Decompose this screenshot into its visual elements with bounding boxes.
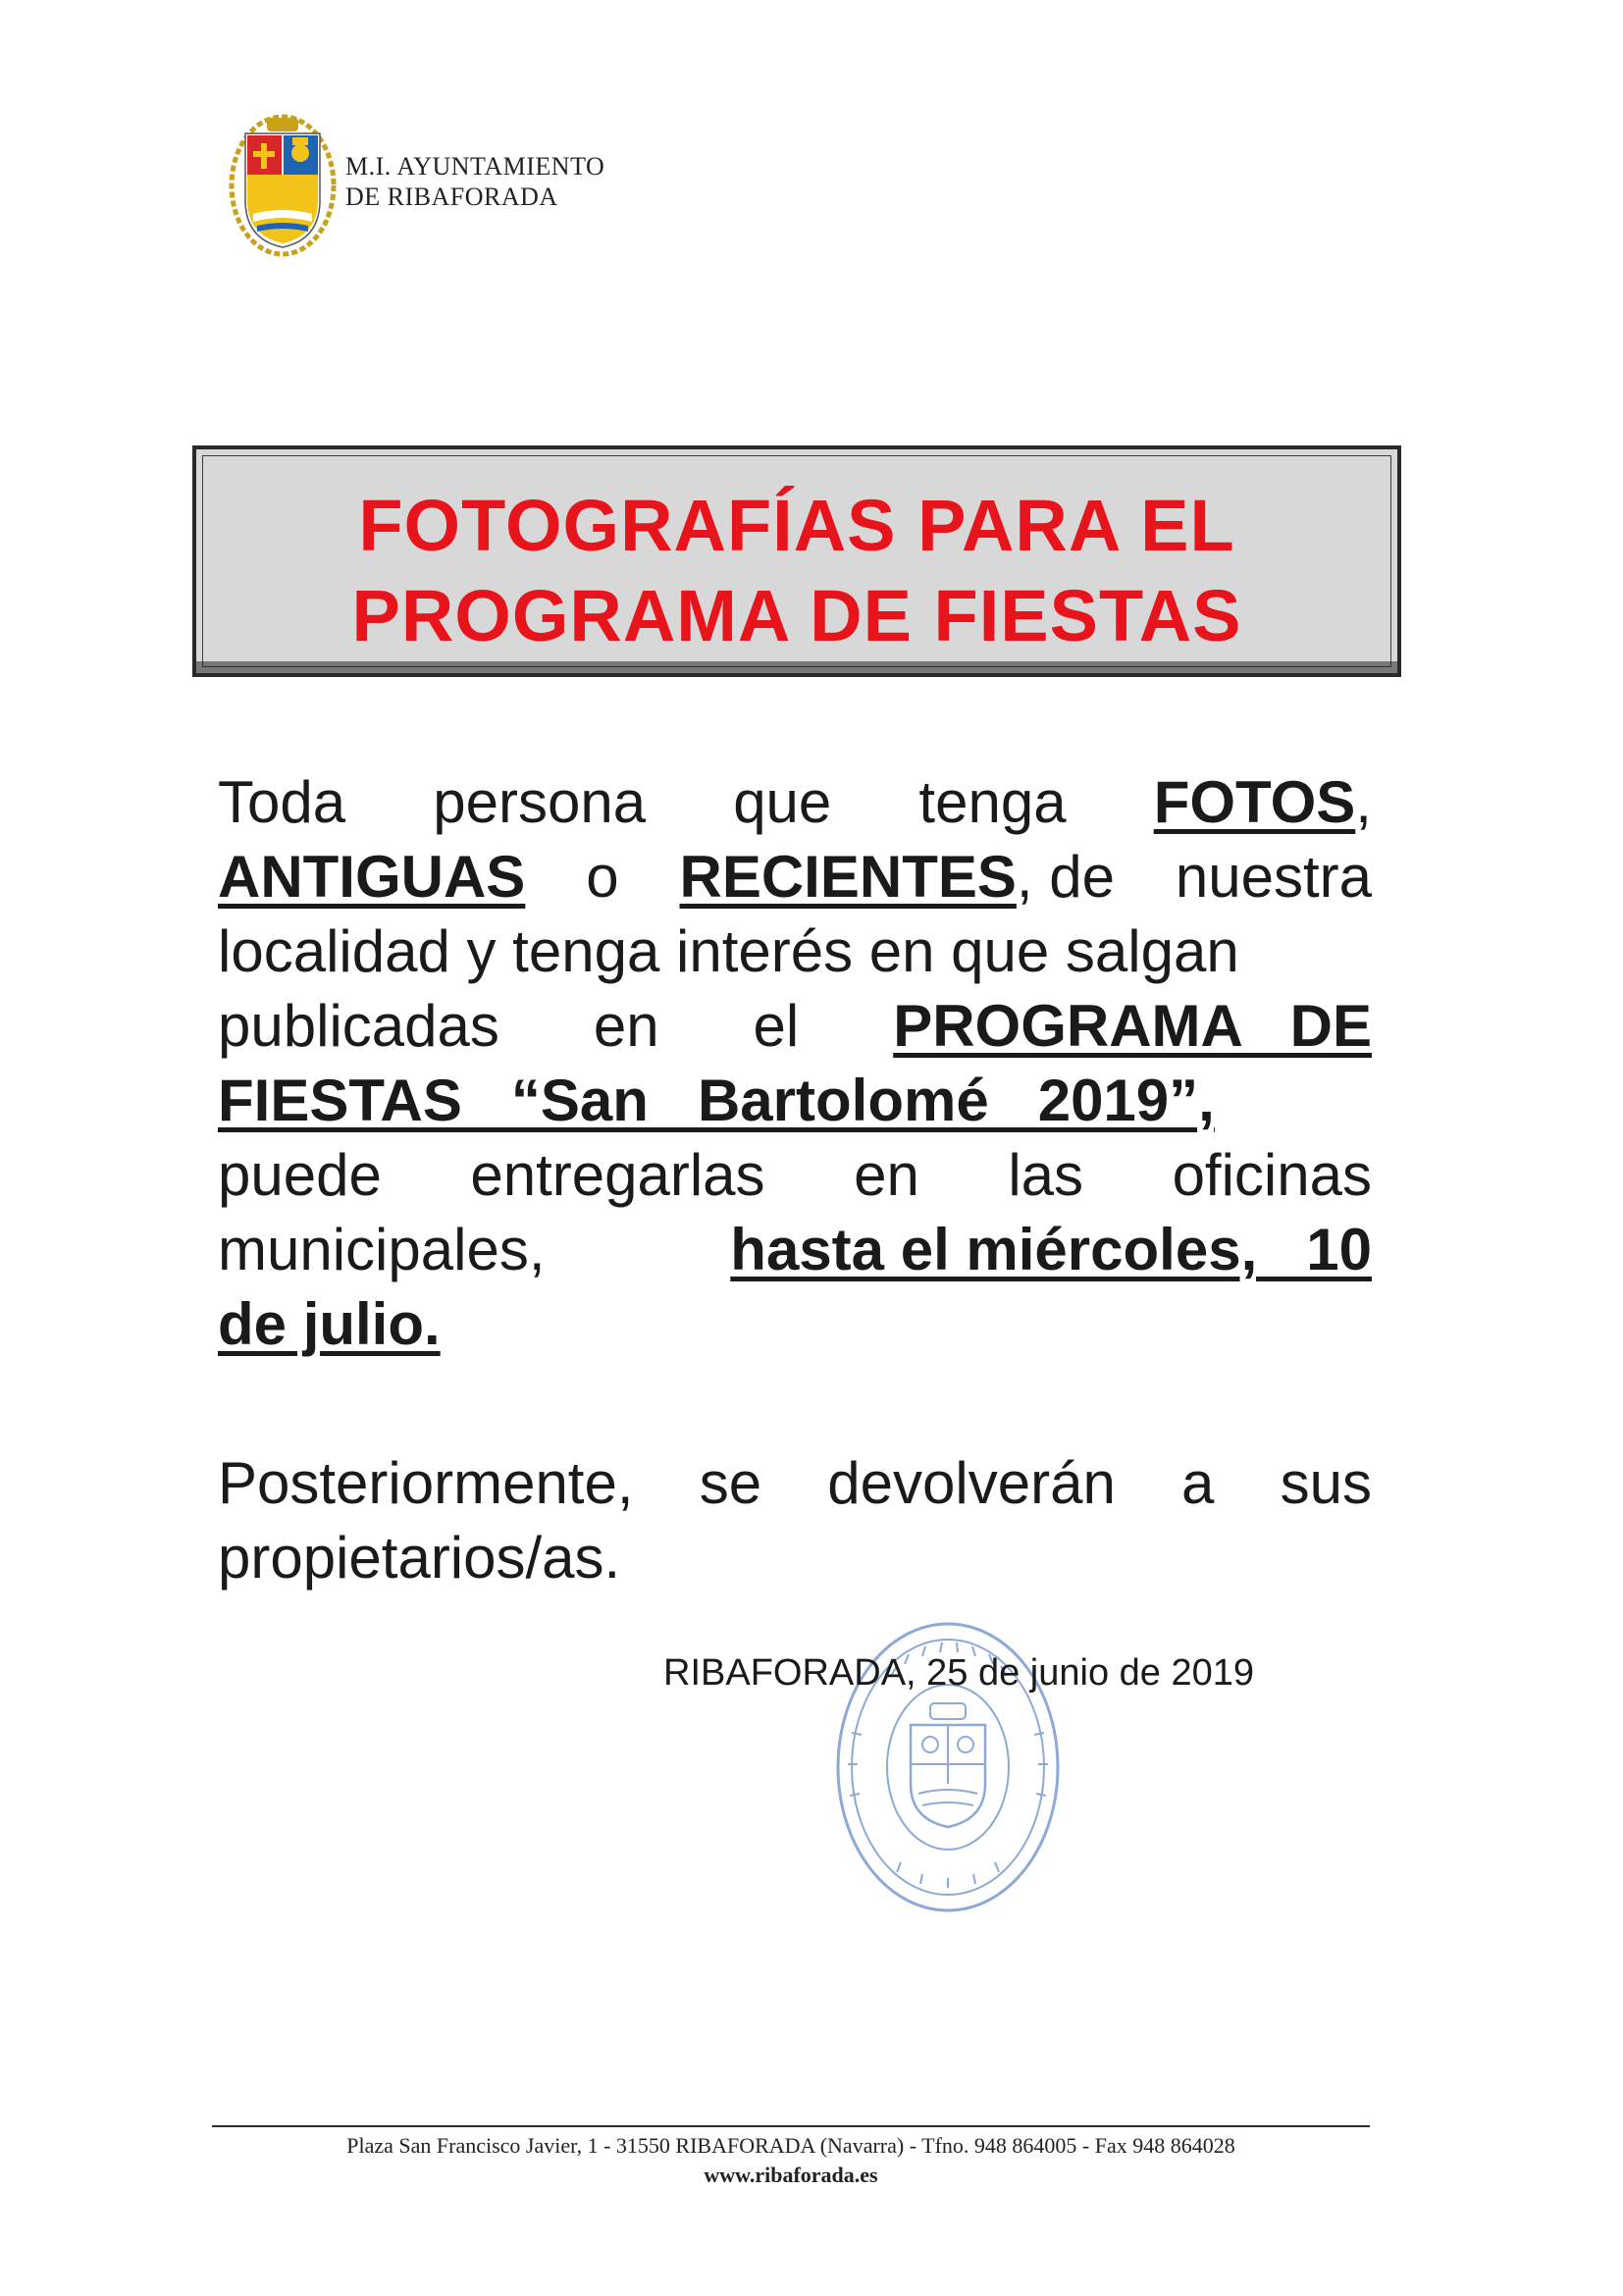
body-word: o [586,844,619,910]
footer-website-link[interactable]: www.ribaforada.es [704,2163,878,2187]
emphasis-fotos: FOTOS [1153,769,1356,835]
emphasis-recientes: RECIENTES [679,844,1017,910]
body-word: nuestra [1175,844,1372,910]
footer-address: Plaza San Francisco Javier, 1 - 31550 RIBAFORADA (Navarra) - Tfno. 948 864005 - Fax 948 864028 [346,2133,1235,2158]
body-punctuation: , [1355,769,1372,835]
closing-paragraph [218,1446,1372,1595]
body-word: a [1181,1450,1215,1516]
body-word-group [680,840,1115,914]
body-word: Toda [218,769,346,835]
title-box [192,445,1401,677]
body-word: en [854,1142,919,1208]
body-word: puede [218,1142,382,1208]
coat-of-arms-icon [228,112,338,259]
footer [212,2131,1370,2190]
body-word: sus [1280,1450,1372,1516]
body-word-group [1154,765,1372,840]
title-line-2: PROGRAMA DE FIESTAS [351,575,1242,656]
emphasis-deadline-date: de julio. [218,1291,441,1357]
body-word: Posteriormente, [218,1450,634,1516]
signature-date: RIBAFORADA, 25 de junio de 2019 [663,1652,1255,1694]
emphasis-programa-de: PROGRAMA DE [893,993,1372,1059]
emphasis-deadline: hasta el miércoles, 10 [730,1217,1372,1282]
closing-line-2 [218,1521,1372,1595]
body-word: que [733,769,832,835]
body-word: oficinas [1172,1142,1372,1208]
page-title [196,481,1397,661]
closing-line-1 [218,1446,1372,1521]
body-line-8 [218,1287,1372,1362]
body-line-2 [218,840,1372,914]
body-word: tenga [918,769,1067,835]
body-word: las [1008,1142,1084,1208]
body-line-6 [218,1138,1372,1213]
title-line-1: FOTOGRAFÍAS PARA EL [358,485,1235,566]
organization-line-2: DE RIBAFORADA [345,183,558,211]
body-word: persona [433,769,647,835]
body-line-3 [218,914,1372,989]
emphasis-antiguas: ANTIGUAS [218,844,526,910]
organization-line-1: M.I. AYUNTAMIENTO [345,152,605,181]
body-word: , de [1016,844,1115,910]
body-word: entregarlas [470,1142,765,1208]
body-line-4 [218,989,1372,1064]
body-text-run: localidad y tenga interés en que salgan [218,918,1239,984]
body-line-5 [218,1064,1372,1138]
body-word: el [753,993,800,1059]
announcement-body [218,765,1372,1362]
footer-divider [212,2125,1370,2127]
emphasis-fiestas-san-bartolome: FIESTAS “San Bartolomé 2019”, [218,1068,1215,1133]
body-line-1 [218,765,1372,840]
body-line-7 [218,1213,1372,1287]
organization-name [345,151,604,212]
body-word: en [593,993,659,1059]
body-word: municipales, [218,1217,546,1282]
body-word: publicadas [218,993,499,1059]
body-word: devolverán [827,1450,1116,1516]
body-word: se [699,1450,762,1516]
body-word: propietarios/as. [218,1525,621,1591]
